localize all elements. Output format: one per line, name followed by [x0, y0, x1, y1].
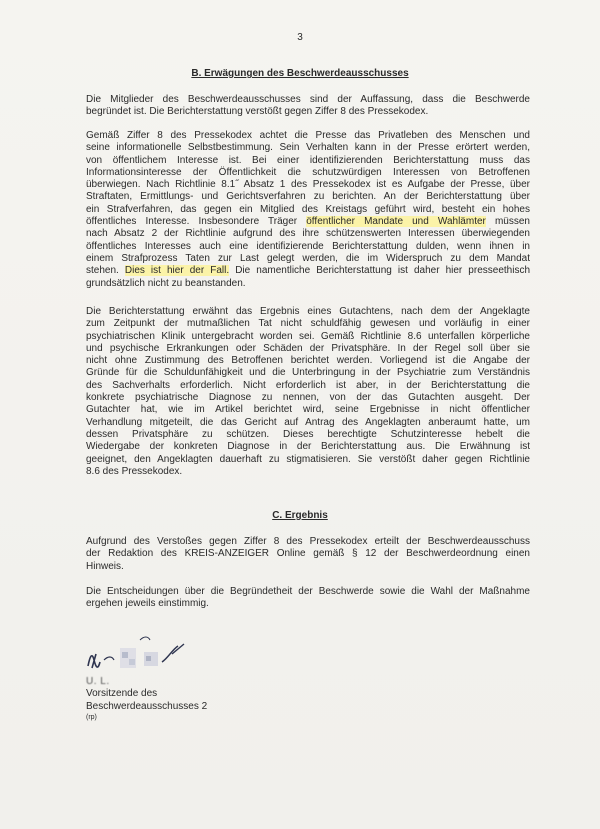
signature-block	[86, 676, 326, 723]
text-line: des Sachverhalts erforderlich. Nicht erforderlich ist aber, in der Berichterstattung die	[86, 379, 530, 391]
text-fragment: Die namentliche Berichterstattung ist daher hier presseethisch	[229, 265, 531, 277]
text-line: seine informationelle Selbstbestimmung. Sein Verhalten kann in der Presse erörtert werden,	[86, 142, 530, 154]
text-line: Straftaten, Ermittlungs- und Gerichtsverfahren zu berichten. An der Berichterstattung über	[86, 191, 530, 203]
page-number: 3	[297, 32, 303, 43]
signatory-title-line-2: Beschwerdeausschusses 2	[86, 700, 208, 712]
text-line: 8.6 des Pressekodex.	[86, 465, 183, 477]
text-fragment: stehen.	[86, 265, 125, 277]
section-b-paragraph-1	[86, 94, 530, 119]
text-line: Informationsinteresse der Öffentlichkeit die schutzwürdigen Interessen von Betroffenen	[86, 166, 530, 178]
highlighted-text: Dies ist hier der Fall.	[124, 265, 230, 277]
section-b-paragraph-3	[86, 306, 530, 478]
text-line: von öffentlichem Interesse ist. Bei einer identifizierenden Berichterstattung muss das	[86, 154, 530, 166]
signatory-note: (rp)	[86, 713, 97, 721]
text-line: psychiatrischen Klinik untergebracht worden sei. Gemäß Richtlinie 8.6 unterfallen körperliche	[86, 330, 530, 342]
text-line	[86, 216, 530, 228]
text-line: Aufgrund des Verstoßes gegen Ziffer 8 des Pressekodex erteilt der Beschwerdeausschuss	[86, 536, 530, 547]
text-line: öffentliches Interesses auch eine identifizierende Berichterstattung dulden, wenn ihnen in	[86, 240, 530, 252]
text-line: nicht ohne Zustimmung des Betroffenen berichtet werden. Vorliegend ist die Angabe der	[86, 355, 530, 367]
signature-image	[82, 630, 192, 678]
text-line: nach Absatz 2 der Richtlinie aufgrund des ihre schützenswerten Interessen überwiegenden	[86, 228, 530, 240]
text-line	[86, 265, 530, 277]
text-line: Gründe für die Schuldunfähigkeit und die Unterbringung in der Psychiatrie zum Verständnis	[86, 367, 530, 379]
text-line: Verhandlung mitgeteilt, die das Gericht auf Antrag des Angeklagten anberaumt hatte, um	[86, 416, 530, 428]
text-line: überwiegen. Nach Richtlinie 8.1˝ Absatz 1 des Pressekodex ist es Aufgabe der Presse, über	[86, 179, 530, 191]
text-line: geeignet, den Angeklagten dauerhaft zu stigmatisieren. Sie verstößt daher gegen Richtlinie	[86, 453, 530, 465]
text-line: und psychische Erkrankungen oder Schäden der Privatsphäre. In der Regel soll über sie	[86, 342, 530, 354]
text-line: ein Strafverfahren, das gegen ein Mitglied des Kreistags geführt wird, besteht ein hohes	[86, 203, 530, 215]
text-line: konkrete psychiatrische Diagnose zu nennen, von der das Gutachten ausgeht. Der	[86, 392, 530, 404]
text-line: Gutachter hat, wie im Artikel berichtet wird, seine Ergebnisse in nicht öffentlicher	[86, 404, 530, 416]
text-fragment: müssen	[485, 216, 530, 228]
section-c-paragraph-1	[86, 536, 530, 573]
text-line: zum Zeitpunkt der mutmaßlichen Tat nicht schuldfähig gewesen und vorläufig in einer	[86, 318, 530, 330]
text-line: Die Entscheidungen über die Begründetheit der Beschwerde sowie die Wahl der Maßnahme	[86, 586, 530, 597]
signatory-name: U. L.	[86, 676, 110, 687]
section-c-heading: C. Ergebnis	[272, 510, 328, 521]
text-line: Gemäß Ziffer 8 des Pressekodex achtet die Presse das Privatleben des Menschen und	[86, 130, 530, 141]
text-line: ergehen jeweils einstimmig.	[86, 598, 209, 610]
section-b-heading: B. Erwägungen des Beschwerdeausschusses	[191, 68, 409, 79]
signatory-title-line-1: Vorsitzende des	[86, 688, 158, 700]
text-line: Die Mitglieder des Beschwerdeausschusses sind der Auffassung, dass die Beschwerde	[86, 94, 530, 105]
section-c-paragraph-2	[86, 586, 530, 611]
text-line: Hinweis.	[86, 560, 124, 572]
text-line: grundsätzlich nicht zu beanstanden.	[86, 277, 246, 289]
text-line: Wiedergabe der konkreten Diagnose in der Berichterstattung aus. Die Erwähnung ist	[86, 441, 530, 453]
text-line: begründet ist. Die Berichterstattung verstößt gegen Ziffer 8 des Pressekodex.	[86, 106, 429, 118]
text-line: Die Berichterstattung erwähnt das Ergebnis eines Gutachtens, nach dem der Angeklagte	[86, 306, 530, 317]
text-line: der Redaktion des KREIS-ANZEIGER Online gemäß § 12 der Beschwerdeordnung einen	[86, 548, 530, 560]
section-b-paragraph-2	[86, 130, 530, 290]
text-line: einem Strafprozess Taten zur Last gelegt werden, die im Widerspruch zu dem Mandat	[86, 252, 530, 264]
text-line: dessen Privatsphäre zu schützen. Dieses berechtigte Schutzinteresse hebelt die	[86, 428, 530, 440]
highlighted-text: öffentlicher Mandate und Wahlämter	[306, 216, 486, 228]
text-fragment: öffentliches Interesse. Insbesondere Träger	[86, 216, 307, 228]
